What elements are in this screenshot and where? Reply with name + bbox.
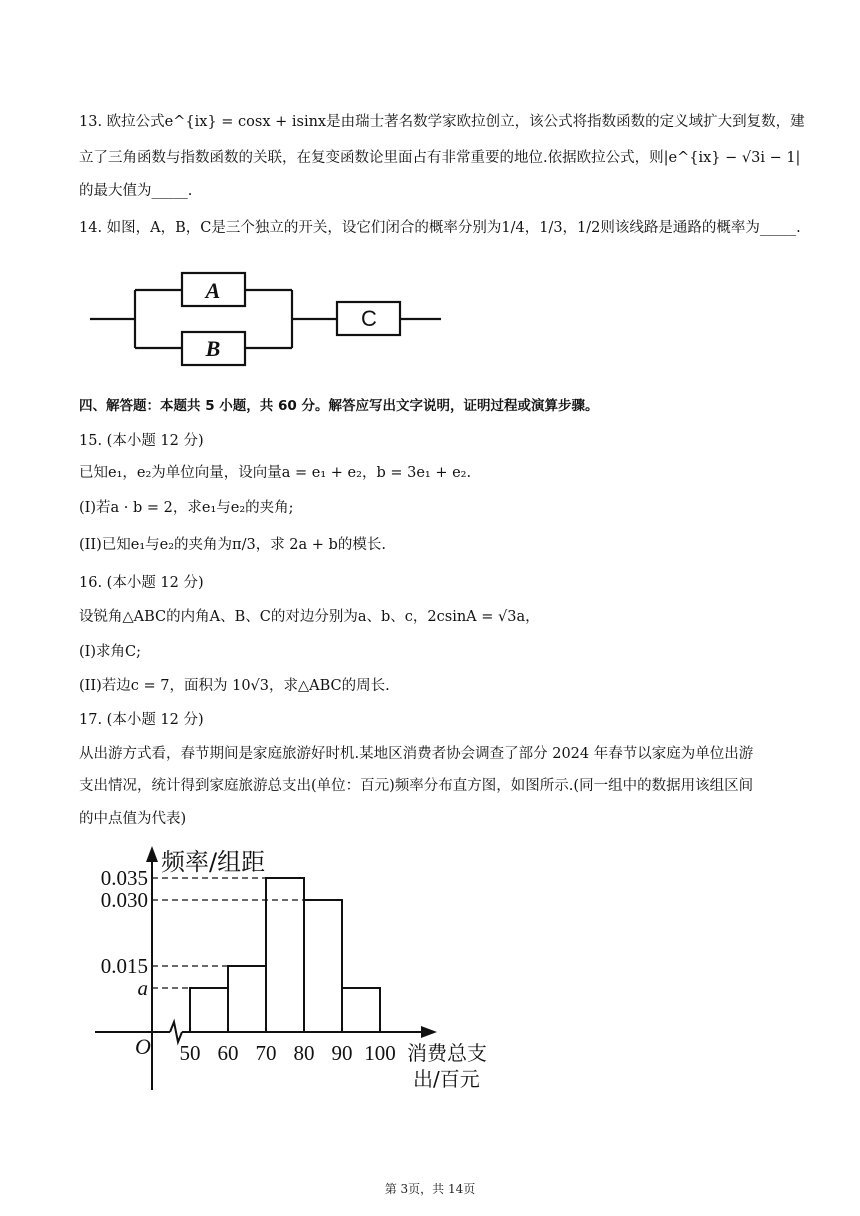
q13-line1: 13. 欧拉公式e^{ix} = cosx + isinx是由瑞士著名数学家欧拉创立，该公式将指数函数的定义域扩大到复数，建 — [79, 114, 805, 130]
q13-line3: 的最大值为_____. — [79, 183, 193, 199]
histogram-xtick-label: 100 — [364, 1041, 396, 1065]
histogram-xtick-label: 60 — [217, 1041, 239, 1065]
q15-line1: 已知e₁，e₂为单位向量，设向量a = e₁ + e₂，b = 3e₁ + e₂. — [79, 465, 472, 481]
q17-line2: 支出情况，统计得到家庭旅游总支出(单位：百元)频率分布直方图，如图所示.(同一组中的数据用该组区间 — [79, 778, 754, 794]
histogram-ytick-label: 0.035 — [100, 866, 148, 890]
histogram-xtick-label: 90 — [331, 1041, 353, 1065]
q17-header: 17. (本小题 12 分) — [79, 712, 204, 728]
switch-c-label: C — [361, 306, 377, 331]
q17-line3: 的中点值为代表) — [79, 811, 187, 827]
histogram-chart — [85, 838, 515, 1094]
q17-line1: 从出游方式看，春节期间是家庭旅游好时机.某地区消费者协会调查了部分 2024 年春节以家庭为单位出游 — [79, 746, 754, 762]
q16-header: 16. (本小题 12 分) — [79, 575, 204, 591]
histogram-ytick-label: a — [137, 976, 148, 1000]
histogram-ylabel: 频率/组距 — [161, 848, 266, 876]
page-footer: 第 3页，共 14页 — [384, 1182, 476, 1196]
q16-line3: (II)若边c = 7，面积为 10√3，求△ABC的周长. — [79, 678, 390, 694]
histogram-xtick-label: 80 — [293, 1041, 315, 1065]
histogram-ytick-label: 0.030 — [100, 888, 148, 912]
q15-line2: (I)若a · b = 2，求e₁与e₂的夹角; — [79, 500, 294, 516]
q15-line3: (II)已知e₁与e₂的夹角为π/3，求 2a + b的模长. — [79, 537, 386, 553]
histogram-bar-90-100 — [342, 988, 380, 1032]
circuit-diagram — [85, 262, 445, 374]
histogram-xlabel-line2: 出/百元 — [413, 1067, 480, 1091]
q14-line1: 14. 如图，A，B，C是三个独立的开关，设它们闭合的概率分别为1/4，1/3，1/2则该线路是通路的概率为_____. — [79, 220, 801, 236]
switch-b-label: B — [205, 336, 221, 361]
histogram-xlabel-line1: 消费总支 — [407, 1041, 487, 1065]
q16-line2: (I)求角C; — [79, 644, 142, 660]
switch-a-label: A — [205, 278, 221, 303]
histogram-xtick-label: 70 — [255, 1041, 277, 1065]
histogram-bar-70-80 — [266, 878, 304, 1032]
q13-line2: 立了三角函数与指数函数的关联，在复变函数论里面占有非常重要的地位.依据欧拉公式，则|e^{ix} − √3i − 1| — [79, 150, 801, 166]
histogram-bar-80-90 — [304, 900, 342, 1032]
histogram-origin: O — [135, 1034, 151, 1059]
histogram-bar-50-60 — [190, 988, 228, 1032]
q15-header: 15. (本小题 12 分) — [79, 433, 204, 449]
histogram-xtick-label: 50 — [179, 1041, 201, 1065]
section4-title: 四、解答题：本题共 5 小题，共 60 分。解答应写出文字说明，证明过程或演算步骤。 — [79, 398, 599, 414]
q16-line1: 设锐角△ABC的内角A、B、C的对边分别为a、b、c，2csinA = √3a， — [79, 609, 540, 625]
histogram-ytick-label: 0.015 — [100, 954, 148, 978]
histogram-bar-60-70 — [228, 966, 266, 1032]
